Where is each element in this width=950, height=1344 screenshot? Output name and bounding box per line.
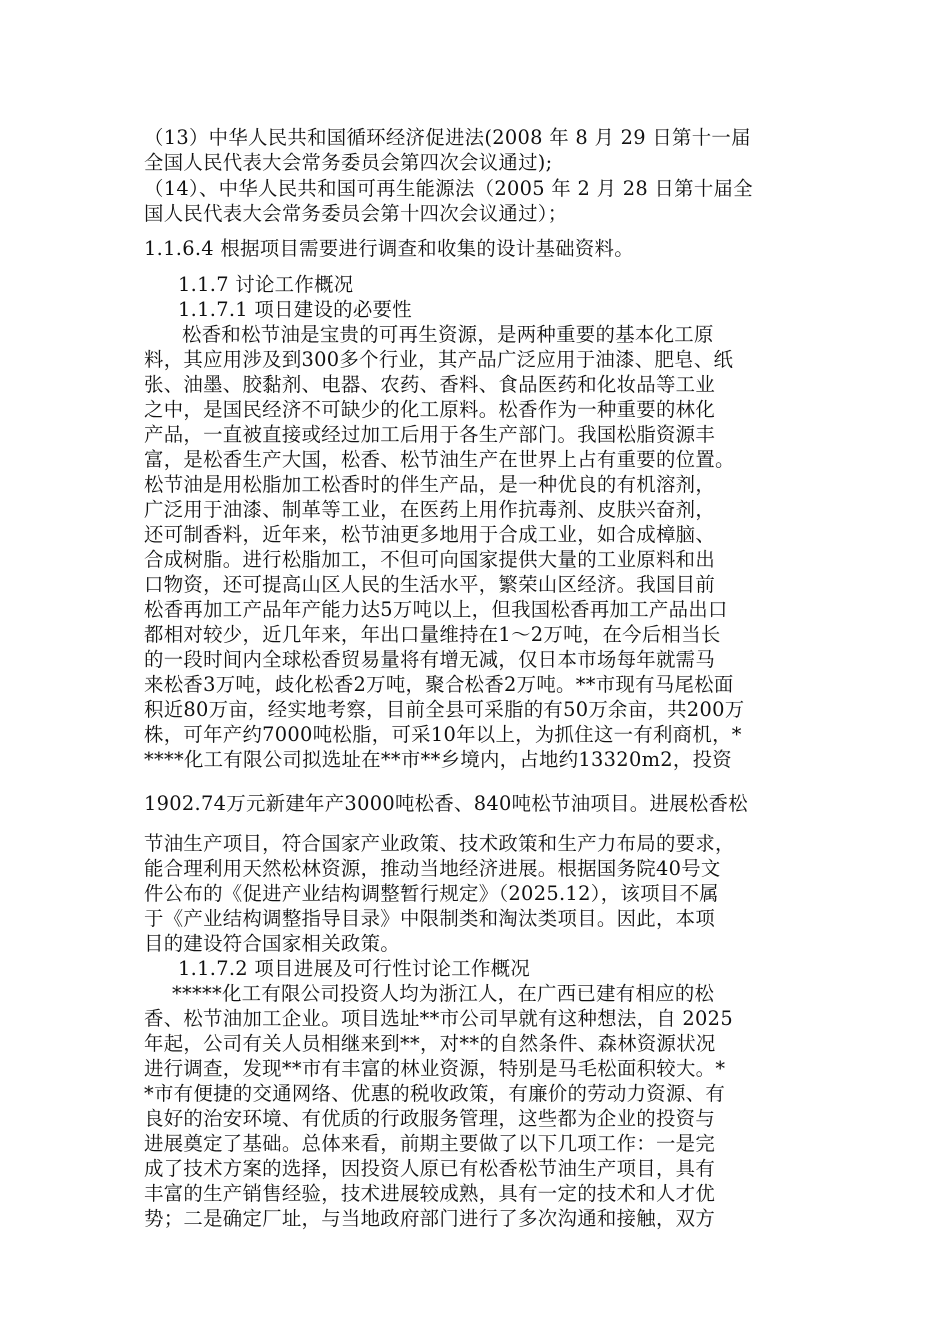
paragraph-line: 合成树脂。进行松脂加工，不但可向国家提供大量的工业原料和出 (144, 548, 716, 571)
section-heading: 1.1.6.4 根据项目需要进行调查和收集的设计基础资料。 (144, 237, 634, 260)
paragraph-line: 进行调查，发现**市有丰富的林业资源，特别是马毛松面积较大。* (144, 1057, 726, 1080)
text-line: 全国人民代表大会常务委员会第四次会议通过); (144, 151, 553, 174)
paragraph-line: 目的建设符合国家相关政策。 (144, 932, 400, 955)
paragraph-line: 来松香3万吨，歧化松香2万吨，聚合松香2万吨。**市现有马尾松面 (144, 673, 734, 696)
paragraph-line: 富，是松香生产大国，松香、松节油生产在世界上占有重要的位置。 (144, 448, 735, 471)
paragraph-line: 广泛用于油漆、制革等工业，在医药上用作抗毒剂、皮肤兴奋剂， (144, 498, 716, 521)
paragraph-line: 能合理利用天然松林资源，推动当地经济进展。根据国务院40号文 (144, 857, 721, 880)
paragraph-line: 产品，一直被直接或经过加工后用于各生产部门。我国松脂资源丰 (144, 423, 716, 446)
paragraph-line: ****化工有限公司拟选址在**市**乡境内，占地约13320m2，投资 (144, 748, 732, 771)
paragraph-line: 香、松节油加工企业。项目选址**市公司早就有这种想法，自 2025 (144, 1007, 733, 1030)
paragraph-line: 积近80万亩，经实地考察，目前全县可采脂的有50万余亩，共200万 (144, 698, 745, 721)
paragraph-line: 松香再加工产品年产能力达5万吨以上，但我国松香再加工产品出口 (144, 598, 728, 621)
paragraph-line: 年起，公司有关人员相继来到**，对**的自然条件、森林资源状况 (144, 1032, 716, 1055)
section-heading: 1.1.7 讨论工作概况 (178, 273, 354, 296)
paragraph-line: 还可制香料，近年来，松节油更多地用于合成工业，如合成樟脑、 (144, 523, 716, 546)
paragraph-line: 1902.74万元新建年产3000吨松香、840吨松节油项目。进展松香松 (144, 792, 748, 815)
section-heading: 1.1.7.2 项目进展及可行性讨论工作概况 (178, 957, 531, 980)
paragraph-line: 件公布的《促进产业结构调整暂行规定》（2025.12），该项目不属 (144, 882, 719, 905)
paragraph-line: 节油生产项目，符合国家产业政策、技术政策和生产力布局的要求， (144, 832, 735, 855)
paragraph-line: 株，可年产约7000吨松脂，可采10年以上，为抓住这一有利商机，* (144, 723, 742, 746)
section-heading: 1.1.7.1 项日建设的必要性 (178, 298, 412, 321)
text-line: 国人民代表大会常务委员会第十四次会议通过）； (144, 202, 568, 225)
paragraph-line: 的一段时间内全球松香贸易量将有增无减，仅日本市场每年就需马 (144, 648, 716, 671)
paragraph-line: 成了技术方案的选择，因投资人原已有松香松节油生产项目，具有 (144, 1157, 716, 1180)
paragraph-line: 料，其应用涉及到300多个行业，其产品广泛应用于油漆、肥皂、纸 (144, 348, 734, 371)
paragraph-line: 势；二是确定厂址，与当地政府部门进行了多次沟通和接触，双方 (144, 1207, 716, 1230)
paragraph-line: 于《产业结构调整指导目录》中限制类和淘汰类项目。因此，本项 (144, 907, 716, 930)
text-line: （13）中华人民共和国循环经济促进法(2008 年 8 月 29 日第十一届 (144, 126, 751, 149)
paragraph-line: 丰富的生产销售经验，技术进展较成熟，具有一定的技术和人才优 (144, 1182, 716, 1205)
text-line: （14）、中华人民共和国可再生能源法（2005 年 2 月 28 日第十届全 (144, 177, 753, 200)
paragraph-line: 进展奠定了基础。总体来看，前期主要做了以下几项工作：一是完 (144, 1132, 716, 1155)
paragraph-line: 松香和松节油是宝贵的可再生资源，是两种重要的基本化工原 (182, 323, 714, 346)
paragraph-line: 口物资，还可提高山区人民的生活水平，繁荣山区经济。我国目前 (144, 573, 716, 596)
paragraph-line: 都相对较少，近几年来，年出口量维持在1～2万吨，在今后相当长 (144, 623, 721, 646)
paragraph-line: *****化工有限公司投资人均为浙江人，在广西已建有相应的松 (172, 982, 715, 1005)
paragraph-line: 张、油墨、胶黏剂、电器、农药、香料、食品医药和化妆品等工业 (144, 373, 716, 396)
paragraph-line: *市有便捷的交通网络、优惠的税收政策，有廉价的劳动力资源、有 (144, 1082, 726, 1105)
paragraph-line: 松节油是用松脂加工松香时的伴生产品，是一种优良的有机溶剂， (144, 473, 716, 496)
paragraph-line: 良好的治安环境、有优质的行政服务管理，这些都为企业的投资与 (144, 1107, 716, 1130)
paragraph-line: 之中，是国民经济不可缺少的化工原料。松香作为一种重要的林化 (144, 398, 716, 421)
